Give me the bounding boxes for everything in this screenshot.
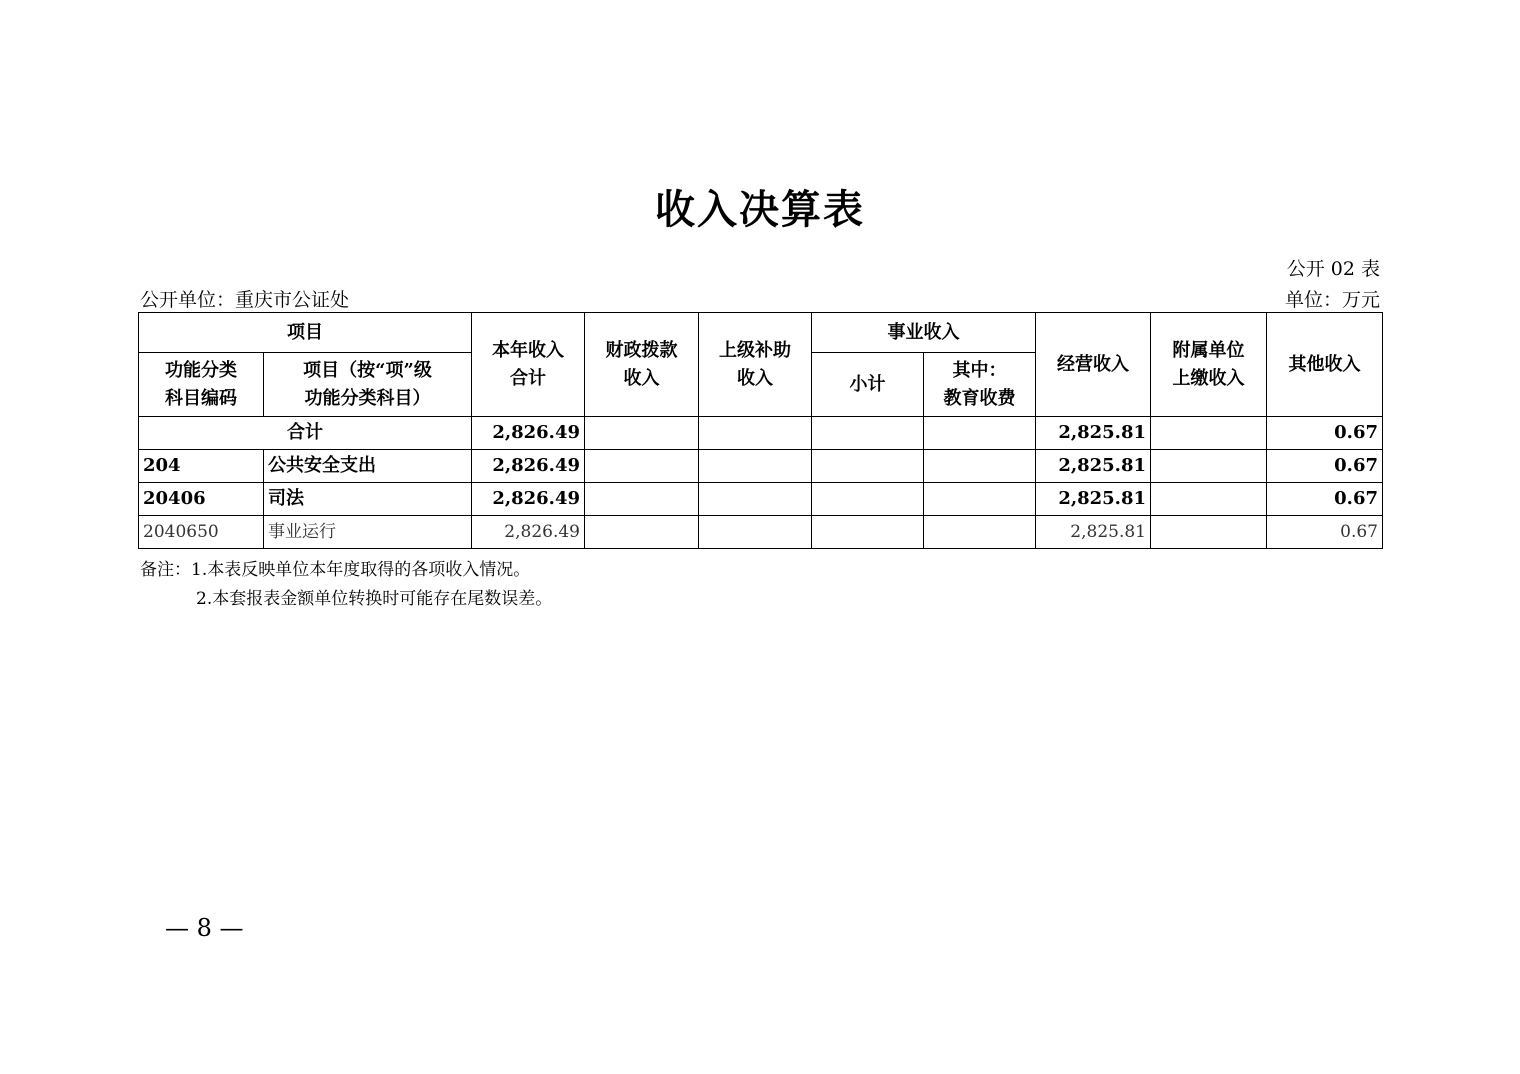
- header-total: [472, 313, 585, 417]
- header-other: 其他收入: [1267, 313, 1383, 417]
- row-code: 204: [139, 450, 264, 483]
- cell-operating: 2,825.81: [1036, 483, 1151, 516]
- cell-superior: [699, 483, 812, 516]
- cell-superior: [699, 516, 812, 549]
- cell-total: 2,826.49: [472, 483, 585, 516]
- table-row-total: [139, 417, 1383, 450]
- header-operating: 经营收入: [1036, 313, 1151, 417]
- cell-subtotal: [812, 483, 924, 516]
- notes: [140, 556, 552, 614]
- header-fiscal-line2: 收入: [623, 367, 660, 389]
- header-superior-line2: 收入: [737, 367, 773, 389]
- cell-operating: 2,825.81: [1036, 450, 1151, 483]
- cell-fiscal: [585, 417, 699, 450]
- header-item-name: [264, 353, 472, 417]
- header-item: 项目: [139, 313, 472, 353]
- header-total-line2: 合计: [510, 367, 546, 389]
- page-number: — 8 —: [165, 914, 244, 942]
- row-code: 2040650: [139, 516, 264, 549]
- cell-edu: [924, 516, 1036, 549]
- cell-total: 2,826.49: [472, 417, 585, 450]
- cell-total: 2,826.49: [472, 450, 585, 483]
- table-row: [139, 450, 1383, 483]
- row-code: 20406: [139, 483, 264, 516]
- cell-fiscal: [585, 516, 699, 549]
- cell-subtotal: [812, 417, 924, 450]
- header-fiscal-line1: 财政拨款: [605, 339, 678, 361]
- row-name: 公共安全支出: [264, 450, 472, 483]
- cell-edu: [924, 450, 1036, 483]
- cell-affiliated: [1151, 483, 1267, 516]
- header-row-1: [139, 313, 1383, 353]
- header-business: 事业收入: [812, 313, 1036, 353]
- header-edu-line2: 教育收费: [943, 387, 1016, 409]
- table-row: [139, 516, 1383, 549]
- cell-superior: [699, 417, 812, 450]
- reporting-unit: 公开单位：重庆市公证处: [140, 289, 350, 311]
- table-code: 公开 02 表: [1286, 258, 1380, 280]
- cell-affiliated: [1151, 450, 1267, 483]
- header-affiliated-line2: 上缴收入: [1172, 367, 1245, 389]
- header-superior: [699, 313, 812, 417]
- note-line-1: 备注：1.本表反映单位本年度取得的各项收入情况。: [140, 560, 531, 580]
- page-title: 收入决算表: [655, 186, 865, 233]
- header-fiscal: [585, 313, 699, 417]
- header-func-code: [139, 353, 264, 417]
- header-func-code-line2: 科目编码: [165, 387, 237, 409]
- header-item-name-line1: 项目（按“项”级: [303, 359, 432, 381]
- cell-other: 0.67: [1267, 516, 1383, 549]
- header-func-code-line1: 功能分类: [165, 359, 237, 381]
- row-name: 事业运行: [264, 516, 472, 549]
- row-name: 司法: [264, 483, 472, 516]
- cell-subtotal: [812, 450, 924, 483]
- header-edu-line1: 其中：: [952, 359, 1007, 381]
- cell-affiliated: [1151, 417, 1267, 450]
- cell-edu: [924, 417, 1036, 450]
- header-edu: [924, 353, 1036, 417]
- income-final-accounts-table: [138, 312, 1383, 549]
- header-subtotal: 小计: [812, 353, 924, 417]
- cell-affiliated: [1151, 516, 1267, 549]
- table-row: [139, 483, 1383, 516]
- row-name: 合计: [139, 417, 472, 450]
- cell-superior: [699, 450, 812, 483]
- cell-fiscal: [585, 450, 699, 483]
- cell-other: 0.67: [1267, 417, 1383, 450]
- cell-other: 0.67: [1267, 450, 1383, 483]
- header-item-name-line2: 功能分类科目）: [304, 387, 431, 409]
- cell-fiscal: [585, 483, 699, 516]
- cell-subtotal: [812, 516, 924, 549]
- note-line-2: 2.本套报表金额单位转换时可能存在尾数误差。: [196, 589, 553, 609]
- cell-operating: 2,825.81: [1036, 516, 1151, 549]
- header-affiliated-line1: 附属单位: [1172, 339, 1245, 361]
- currency-unit: 单位：万元: [1284, 289, 1380, 311]
- cell-other: 0.67: [1267, 483, 1383, 516]
- cell-total: 2,826.49: [472, 516, 585, 549]
- cell-operating: 2,825.81: [1036, 417, 1151, 450]
- header-superior-line1: 上级补助: [719, 339, 791, 361]
- cell-edu: [924, 483, 1036, 516]
- header-total-line1: 本年收入: [492, 339, 564, 361]
- header-affiliated: [1151, 313, 1267, 417]
